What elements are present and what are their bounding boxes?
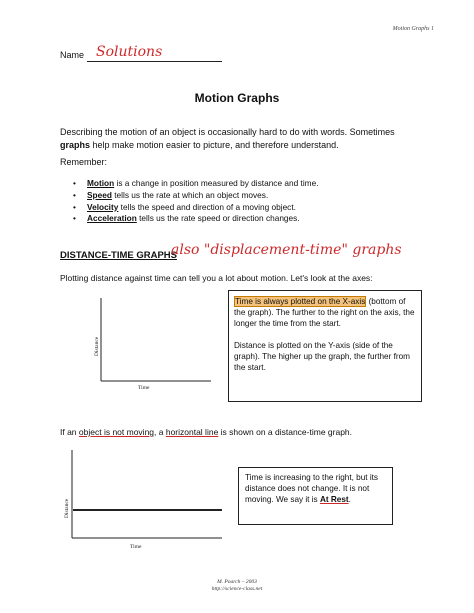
remember-label: Remember:	[60, 157, 108, 167]
footer-author: M. Poarch – 2003	[217, 579, 257, 585]
bullet-term: Acceleration	[87, 213, 137, 224]
page-title: Motion Graphs	[194, 91, 280, 105]
bullet-text: tells us the rate at which an object moves.	[111, 189, 269, 200]
axes-explanation-box	[228, 290, 422, 402]
if-underlined-2: horizontal line	[165, 427, 219, 437]
list-item	[73, 178, 413, 190]
list-item	[73, 202, 413, 214]
bullet-text: is a change in position measured by distance and time.	[114, 178, 319, 188]
box2-end: .	[348, 495, 351, 504]
box1-p1-text: (bottom of the graph). The further to the right on the axis, the longer the time from the start.	[234, 297, 415, 329]
y-axis-label: Distance	[94, 336, 100, 356]
footer-url: http://science-class.net	[211, 586, 263, 592]
x-axis-label: Time	[130, 544, 142, 550]
list-item	[73, 190, 413, 202]
bullet-term: Velocity	[87, 201, 119, 212]
if-text-3: is shown on a distance-time graph.	[218, 427, 353, 437]
page-header-label: Motion Graphs 1	[392, 26, 434, 32]
name-handwritten-value: Solutions	[96, 44, 163, 60]
bullet-text: tells the speed and direction of a moving object.	[118, 201, 296, 212]
if-text-1: If an	[60, 427, 79, 437]
y-axis-label: Distance	[64, 498, 70, 518]
definition-list	[73, 178, 413, 225]
x-axis-highlight: Time is always plotted on the X-axis	[235, 297, 366, 306]
if-text-2: , a	[154, 427, 166, 437]
intro-text-after: help make motion easier to picture, and therefore understand.	[90, 140, 339, 150]
at-rest-statement	[60, 427, 352, 437]
name-underline	[87, 61, 222, 62]
bullet-term: Speed	[87, 189, 112, 200]
if-underlined-1: object is not moving	[78, 427, 155, 437]
at-rest-graph	[62, 448, 226, 556]
list-item	[73, 213, 413, 225]
footer	[0, 579, 474, 593]
axes-diagram	[93, 296, 213, 391]
intro-paragraph	[60, 126, 420, 152]
box2-text: Time is increasing to the right, but its distance does not change. It is not moving. We say it is	[245, 473, 379, 504]
section-handwritten-note: also "displacement-time" graphs	[171, 242, 402, 258]
x-axis-label: Time	[138, 385, 150, 391]
bullet-term: Motion	[87, 178, 115, 188]
bullet-text: tells us the rate speed or direction changes.	[136, 213, 300, 224]
box1-paragraph-1	[234, 296, 416, 330]
at-rest-explanation-box	[238, 467, 393, 525]
intro-text-before: Describing the motion of an object is occasionally hard to do with words. Sometimes	[60, 127, 395, 137]
intro-bold-word: graphs	[60, 140, 91, 150]
plotting-text: Plotting distance against time can tell you a lot about motion. Let's look at the axes:	[60, 273, 373, 283]
name-label: Name	[60, 50, 85, 60]
box1-paragraph-2: Distance is plotted on the Y-axis (side of the graph). The higher up the graph, the further from the start.	[234, 340, 410, 373]
section-title: DISTANCE-TIME GRAPHS	[60, 250, 177, 261]
at-rest-term: At Rest	[319, 495, 349, 504]
